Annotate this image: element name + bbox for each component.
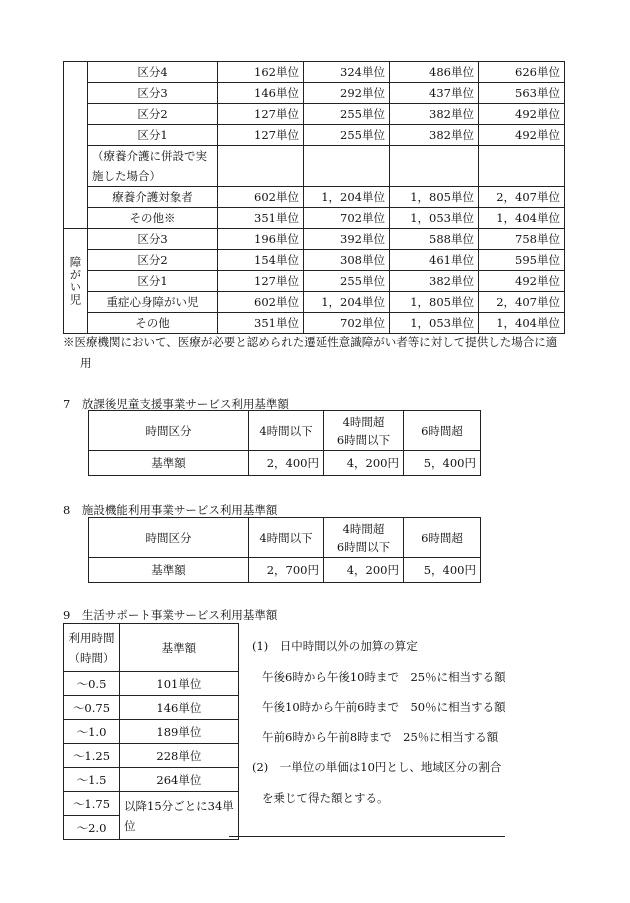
table-row (64, 104, 565, 125)
table-row (64, 187, 565, 208)
section-8-table (88, 517, 481, 583)
cell: 5，400円 (404, 558, 481, 583)
cell: 1，404単位 (479, 208, 565, 229)
footnote-cont: 用 (80, 356, 92, 370)
table-row (64, 672, 239, 696)
header-line: 4時間超 (342, 521, 385, 536)
header-cell: 基準額 (120, 624, 239, 672)
footnote: ※医療機関において、医療が必要と認められた遷延性意識障がい者等に対して提供した場合に適 (63, 335, 558, 349)
header-cell: 6時間超 (404, 411, 481, 451)
table-row (64, 292, 565, 313)
cell: 1，805単位 (390, 187, 479, 208)
table-row (89, 558, 481, 583)
note-1a: 午後6時から午後10時まで 25％に相当する額 (262, 670, 506, 684)
cell: 146単位 (218, 83, 304, 104)
table-row (64, 271, 565, 292)
cell: 127単位 (218, 104, 304, 125)
group-label: 障がい児 (64, 229, 88, 334)
row-label: 区分1 (88, 125, 218, 146)
row-label: 区分2 (88, 104, 218, 125)
cell: 392単位 (304, 229, 390, 250)
section-7-table (88, 410, 481, 476)
cell: 382単位 (390, 125, 479, 146)
row-label: 区分3 (88, 229, 218, 250)
table-row (64, 744, 239, 768)
table-row (89, 411, 481, 451)
table-row (64, 792, 239, 816)
time-cell: ～1.75 (64, 792, 120, 816)
cell-empty (479, 146, 565, 187)
note-1: (1) 日中時間以外の加算の算定 (252, 639, 418, 653)
header-line: 4時間超 (342, 414, 385, 429)
cell: 602単位 (218, 292, 304, 313)
row-label: 区分3 (88, 83, 218, 104)
row-label: 基準額 (89, 558, 249, 583)
cell: 758単位 (479, 229, 565, 250)
amount-cell: 228単位 (120, 744, 239, 768)
header-cell (324, 411, 404, 451)
note-line: 施した場合） (92, 169, 161, 183)
table-row (64, 125, 565, 146)
cell-empty (218, 146, 304, 187)
header-cell (324, 518, 404, 558)
time-cell: ～1.0 (64, 720, 120, 744)
cell: 702単位 (304, 313, 390, 334)
header-line: 6時間以下 (336, 539, 391, 554)
table-row (64, 250, 565, 271)
header-cell: 時間区分 (89, 518, 249, 558)
cell: 382単位 (390, 104, 479, 125)
row-label: 区分2 (88, 250, 218, 271)
cell: 351単位 (218, 313, 304, 334)
table-row (64, 768, 239, 792)
cell: 1，053単位 (390, 208, 479, 229)
note-2: (2) 一単位の単価は10円とし、地域区分の割合 (252, 760, 502, 774)
cell: 127単位 (218, 271, 304, 292)
row-label: 重症心身障がい児 (88, 292, 218, 313)
cell: 492単位 (479, 271, 565, 292)
table-row (89, 451, 481, 476)
header-cell: 4時間以下 (249, 411, 324, 451)
table-row (64, 696, 239, 720)
cell: 492単位 (479, 104, 565, 125)
note-line: （療養介護に併設で実 (92, 149, 207, 163)
time-cell: ～1.25 (64, 744, 120, 768)
row-label: 療養介護対象者 (88, 187, 218, 208)
unit-table (63, 61, 565, 334)
cell: 602単位 (218, 187, 304, 208)
cell-empty (390, 146, 479, 187)
cell: 255単位 (304, 271, 390, 292)
cell: 2，407単位 (479, 187, 565, 208)
cell: 255単位 (304, 104, 390, 125)
cell: 2，700円 (249, 558, 324, 583)
table-row (64, 720, 239, 744)
cell: 351単位 (218, 208, 304, 229)
cell: 308単位 (304, 250, 390, 271)
table-row (64, 208, 565, 229)
cell: 702単位 (304, 208, 390, 229)
header-cell: 6時間超 (404, 518, 481, 558)
cell: 162単位 (218, 62, 304, 83)
cell: 382単位 (390, 271, 479, 292)
row-label: 区分1 (88, 271, 218, 292)
cell: 154単位 (218, 250, 304, 271)
note-1b: 午後10時から午前6時まで 50％に相当する額 (262, 700, 506, 714)
header-line: （時間） (68, 650, 115, 665)
cell: 4，200円 (324, 451, 404, 476)
cell: 1，404単位 (479, 313, 565, 334)
cell: 1，053単位 (390, 313, 479, 334)
time-cell: ～1.5 (64, 768, 120, 792)
cell: 486単位 (390, 62, 479, 83)
cell: 127単位 (218, 125, 304, 146)
table-row (64, 83, 565, 104)
header-cell (64, 624, 120, 672)
time-cell: ～2.0 (64, 816, 120, 840)
section-7-title: 7 放課後児童支援事業サービス利用基準額 (63, 397, 289, 411)
header-line: 利用時間 (68, 630, 115, 645)
cell: 2，400円 (249, 451, 324, 476)
divider (229, 836, 505, 837)
cell-empty (304, 146, 390, 187)
cell: 2，407単位 (479, 292, 565, 313)
table-row (64, 62, 565, 83)
cell: 563単位 (479, 83, 565, 104)
cell: 626単位 (479, 62, 565, 83)
cell: 5，400円 (404, 451, 481, 476)
time-cell: ～0.75 (64, 696, 120, 720)
cell: 1，204単位 (304, 187, 390, 208)
table-row (64, 624, 239, 672)
amount-line: 以降15分ごとに34単 (124, 798, 234, 813)
header-line: 6時間以下 (336, 432, 391, 447)
cell: 437単位 (390, 83, 479, 104)
note-2b: を乗じて得た額とする。 (262, 791, 389, 805)
table-row (64, 229, 565, 250)
cell: 292単位 (304, 83, 390, 104)
note-cell (88, 146, 218, 187)
cell: 588単位 (390, 229, 479, 250)
amount-cell: 264単位 (120, 768, 239, 792)
cell: 196単位 (218, 229, 304, 250)
header-cell: 時間区分 (89, 411, 249, 451)
row-label: その他 (88, 313, 218, 334)
amount-cell: 146単位 (120, 696, 239, 720)
row-label: その他※ (88, 208, 218, 229)
cell: 324単位 (304, 62, 390, 83)
amount-cell: 189単位 (120, 720, 239, 744)
row-label: 区分4 (88, 62, 218, 83)
group-cell-empty (64, 62, 88, 229)
section-8-title: 8 施設機能利用事業サービス利用基準額 (63, 503, 278, 517)
cell: 1，204単位 (304, 292, 390, 313)
cell: 255単位 (304, 125, 390, 146)
cell: 461単位 (390, 250, 479, 271)
table-row (64, 146, 565, 187)
section-9-title: 9 生活サポート事業サービス利用基準額 (63, 608, 278, 622)
amount-cell-merged (120, 792, 239, 840)
cell: 1，805単位 (390, 292, 479, 313)
time-cell: ～0.5 (64, 672, 120, 696)
cell: 4，200円 (324, 558, 404, 583)
amount-cell: 101単位 (120, 672, 239, 696)
amount-line: 位 (124, 818, 136, 833)
cell: 595単位 (479, 250, 565, 271)
table-row (89, 518, 481, 558)
table-row (64, 313, 565, 334)
note-1c: 午前6時から午前8時まで 25％に相当する額 (262, 730, 499, 744)
section-9-table (63, 623, 239, 840)
cell: 492単位 (479, 125, 565, 146)
header-cell: 4時間以下 (249, 518, 324, 558)
row-label: 基準額 (89, 451, 249, 476)
